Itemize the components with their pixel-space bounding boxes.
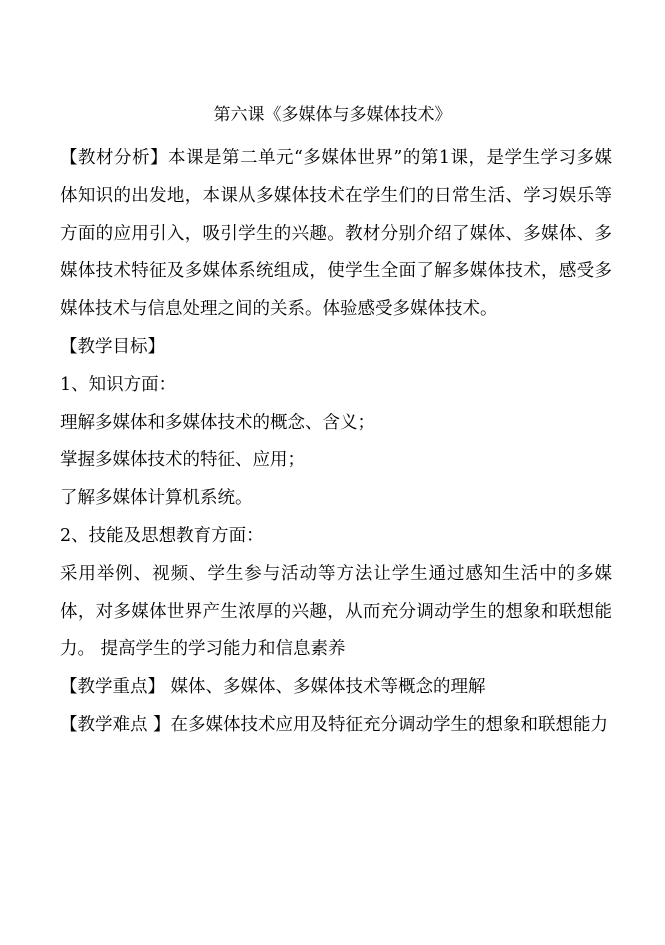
teaching-key-points: 【教学重点】 媒体、多媒体、多媒体技术等概念的理解 [60,677,486,698]
knowledge-item-master: 掌握多媒体技术的特征、应用； [60,450,305,471]
textbook-analysis-paragraph: 【教材分析】本课是第二单元“多媒体世界”的第1课，是学生学习多媒体知识的出发地，本课从多媒体技术在学生们的日常生活、学习娱乐等方面的应用引入，吸引学生的兴趣。教材分别介绍了媒体、多媒体、多媒体技术特征及多媒体系统组成，使学生全面了解多媒体技术，感受多媒体技术与信息处理之间的关系。体验感受多媒体技术。 [60,148,612,320]
document-body [60,140,612,745]
lesson-title: 第六课《多媒体与多媒体技术》 [213,105,452,125]
knowledge-item-learn: 了解多媒体计算机系统。 [60,488,253,509]
knowledge-item-understand: 理解多媒体和多媒体技术的概念、含义； [60,412,375,433]
teaching-objectives-heading: 【教学目标】 [60,336,165,357]
skills-aspect-heading: 2、技能及思想教育方面： [60,525,264,546]
knowledge-aspect-heading: 1、知识方面： [60,374,177,395]
teaching-difficulties: 【教学难点 】在多媒体技术应用及特征充分调动学生的想象和联想能力 [60,714,609,735]
skills-paragraph: 采用举例、视频、学生参与活动等方法让学生通过感知生活中的多媒体，对多媒体世界产生浓厚的兴趣，从而充分调动学生的想象和联想能力。 提高学生的学习能力和信息素养 [60,563,612,660]
